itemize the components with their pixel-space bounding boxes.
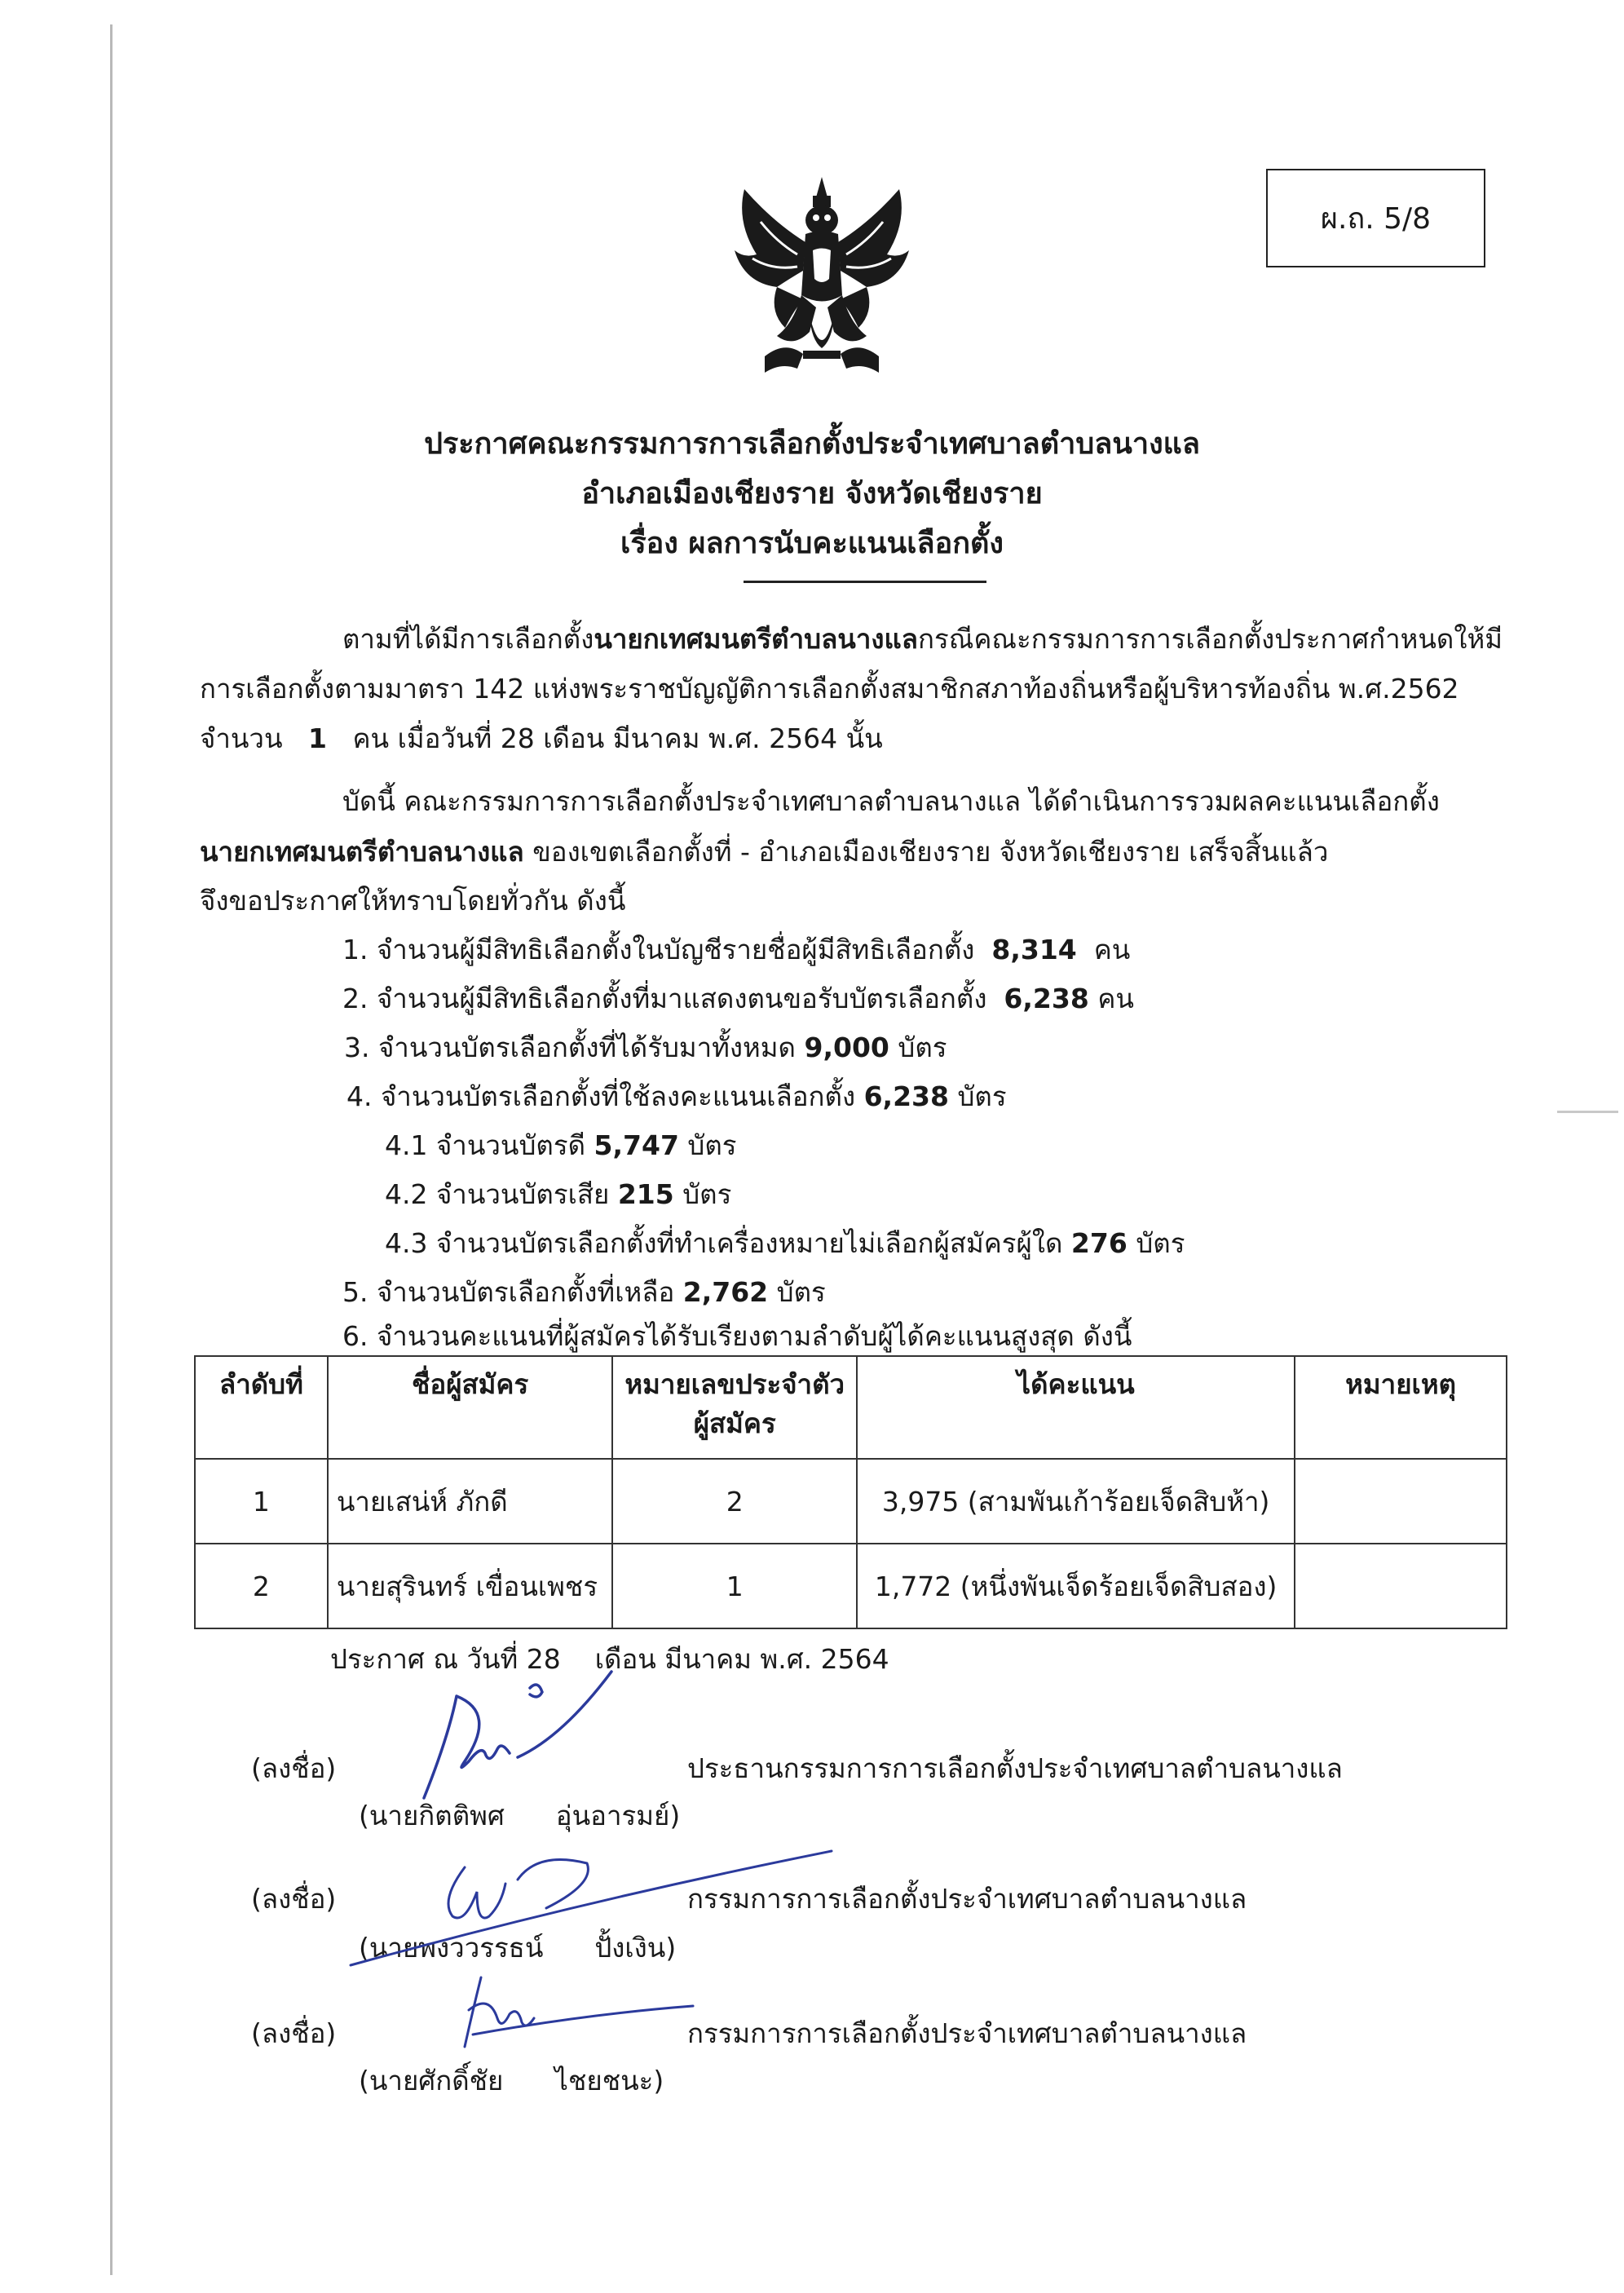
para2-line-3: จึงขอประกาศให้ทราบโดยทั่วกัน ดังนี้ <box>200 885 626 917</box>
item-2-value: 6,238 <box>1004 983 1089 1014</box>
item-4-value: 6,238 <box>863 1080 949 1112</box>
item-1-value: 8,314 <box>991 934 1077 965</box>
item-2 <box>342 977 1134 1020</box>
item-3-unit: บัตร <box>898 1032 947 1063</box>
sign-label-3: (ลงชื่อ) <box>251 2017 337 2049</box>
item-5-value: 2,762 <box>682 1276 769 1308</box>
table-row <box>195 1544 1507 1628</box>
header-note: หมายเหตุ <box>1295 1356 1507 1459</box>
item-4-1-unit: บัตร <box>687 1129 737 1161</box>
cell-rank: 2 <box>195 1544 328 1628</box>
scan-margin-line <box>110 24 113 2275</box>
item-3-value: 9,000 <box>804 1032 889 1063</box>
para1-l1-b: นายกเทศมนตรีตำบลนางแล <box>594 623 919 655</box>
cell-rank: 1 <box>195 1459 328 1544</box>
table-row <box>195 1459 1507 1544</box>
para1-l1-c: กรณีคณะกรรมการการเลือกตั้งประกาศกำหนดให้มี <box>918 623 1503 655</box>
signature-1-icon <box>408 1663 620 1810</box>
form-code: ผ.ถ. 5/8 <box>1320 202 1432 236</box>
cell-note <box>1295 1459 1507 1544</box>
item-4-2 <box>385 1173 731 1216</box>
item-4-3-unit: บัตร <box>1136 1227 1185 1259</box>
cell-score: 1,772 (หนึ่งพันเจ็ดร้อยเจ็ดสิบสอง) <box>857 1544 1295 1628</box>
sign-name-3 <box>359 2059 664 2102</box>
item-4-3-label: 4.3 จำนวนบัตรเลือกตั้งที่ทำเครื่องหมายไม่เลือกผู้สมัครผู้ใด <box>385 1227 1063 1259</box>
item-2-label: 2. จำนวนผู้มีสิทธิเลือกตั้งที่มาแสดงตนขอรับบัตรเลือกตั้ง <box>342 983 987 1014</box>
sign-name-2-b: ปั้งเงิน) <box>594 1932 677 1964</box>
item-4-label: 4. จำนวนบัตรเลือกตั้งที่ใช้ลงคะแนนเลือกตั้ง <box>346 1080 856 1112</box>
item-4-3 <box>385 1222 1185 1265</box>
cell-name: นายสุรินทร์ เขื่อนเพชร <box>328 1544 613 1628</box>
sign-position-2: กรรมการการเลือกตั้งประจำเทศบาลตำบลนางแล <box>687 1883 1247 1915</box>
para1-line-2: การเลือกตั้งตามมาตรา 142 แห่งพระราชบัญญัติการเลือกตั้งสมาชิกสภาท้องถิ่นหรือผู้บริหารท้องถิ่น พ.ศ.2562 <box>200 673 1459 705</box>
announce-date-b: เดือน มีนาคม พ.ศ. 2564 <box>594 1643 889 1675</box>
item-1 <box>342 928 1130 971</box>
item-3-label: 3. จำนวนบัตรเลือกตั้งที่ได้รับมาทั้งหมด <box>344 1032 796 1063</box>
form-code-box <box>1266 169 1485 267</box>
item-1-unit: คน <box>1093 934 1131 965</box>
item-4 <box>346 1075 1007 1118</box>
item-4-2-value: 215 <box>617 1178 674 1210</box>
sign-position-3: กรรมการการเลือกตั้งประจำเทศบาลตำบลนางแล <box>687 2017 1247 2049</box>
results-table <box>194 1355 1507 1629</box>
item-6: 6. จำนวนคะแนนที่ผู้สมัครได้รับเรียงตามลำดับผู้ได้คะแนนสูงสุด ดังนี้ <box>342 1320 1132 1352</box>
para1-line-1 <box>342 617 1503 661</box>
sign-label-2: (ลงชื่อ) <box>251 1883 337 1915</box>
header-rank: ลำดับที่ <box>195 1356 328 1459</box>
item-4-2-unit: บัตร <box>682 1178 732 1210</box>
item-4-1 <box>385 1124 737 1167</box>
cell-name: นายเสน่ห์ ภักดี <box>328 1459 613 1544</box>
cell-number: 1 <box>612 1544 857 1628</box>
item-3 <box>344 1026 947 1069</box>
para1-l1-a: ตามที่ได้มีการเลือกตั้ง <box>342 623 594 655</box>
para2-l2-a: นายกเทศมนตรีตำบลนางแล <box>200 836 524 868</box>
para1-l3-c: คน เมื่อวันที่ 28 เดือน มีนาคม พ.ศ. 2564 นั้น <box>352 722 883 754</box>
item-5-unit: บัตร <box>776 1276 826 1308</box>
announce-date-a: ประกาศ ณ วันที่ 28 <box>330 1643 561 1675</box>
sign-name-2-a: (นายพงววรรธน์ <box>359 1932 544 1964</box>
item-4-3-value: 276 <box>1070 1227 1128 1259</box>
sign-label-1: (ลงชื่อ) <box>251 1752 337 1784</box>
sign-name-1-b: อุ่นอารมย์) <box>555 1800 681 1831</box>
cell-number: 2 <box>612 1459 857 1544</box>
sign-name-3-b: ไชยชนะ) <box>554 2065 664 2096</box>
scan-mark <box>1557 1111 1618 1113</box>
item-4-unit: บัตร <box>957 1080 1007 1112</box>
title-line-1: ประกาศคณะกรรมการการเลือกตั้งประจำเทศบาลตำบลนางแล <box>424 427 1200 461</box>
item-5-label: 5. จำนวนบัตรเลือกตั้งที่เหลือ <box>342 1276 675 1308</box>
header-name: ชื่อผู้สมัคร <box>328 1356 613 1459</box>
item-4-2-label: 4.2 จำนวนบัตรเสีย <box>385 1178 610 1210</box>
cell-note <box>1295 1544 1507 1628</box>
signature-3-icon <box>440 1969 701 2059</box>
para1-l3-a: จำนวน <box>200 722 283 754</box>
header-number-l2: ผู้สมัคร <box>693 1407 776 1439</box>
para2-line-1: บัดนี้ คณะกรรมการการเลือกตั้งประจำเทศบาลตำบลนางแล ได้ดำเนินการรวมผลคะแนนเลือกตั้ง <box>342 785 1440 817</box>
cell-score: 3,975 (สามพันเก้าร้อยเจ็ดสิบห้า) <box>857 1459 1295 1544</box>
item-1-label: 1. จำนวนผู้มีสิทธิเลือกตั้งในบัญชีรายชื่อผู้มีสิทธิเลือกตั้ง <box>342 934 975 965</box>
header-score: ได้คะแนน <box>857 1356 1295 1459</box>
item-4-1-label: 4.1 จำนวนบัตรดี <box>385 1129 586 1161</box>
title-line-3: เรื่อง ผลการนับคะแนนเลือกตั้ง <box>620 527 1004 560</box>
para2-l2-b: ของเขตเลือกตั้งที่ - อำเภอเมืองเชียงราย จังหวัดเชียงราย เสร็จสิ้นแล้ว <box>532 836 1329 868</box>
para1-line-3 <box>200 717 883 760</box>
garuda-emblem-icon <box>728 173 916 381</box>
para1-l3-b: 1 <box>308 722 327 754</box>
para2-line-2 <box>200 830 1328 873</box>
sign-name-1-a: (นายกิตติพศ <box>359 1800 505 1831</box>
header-number <box>612 1356 857 1459</box>
sign-name-3-a: (นายศักดิ์ชัย <box>359 2065 504 2096</box>
table-header-row <box>195 1356 1507 1459</box>
item-2-unit: คน <box>1097 983 1134 1014</box>
header-number-l1: หมายเลขประจำตัว <box>624 1368 845 1400</box>
item-5 <box>342 1270 826 1314</box>
item-4-1-value: 5,747 <box>594 1129 679 1161</box>
sign-position-1: ประธานกรรมการการเลือกตั้งประจำเทศบาลตำบลนางแล <box>687 1752 1343 1784</box>
title-line-2: อำเภอเมืองเชียงราย จังหวัดเชียงราย <box>581 477 1043 510</box>
signature-2-icon <box>342 1835 848 1973</box>
title-underline <box>744 581 986 583</box>
